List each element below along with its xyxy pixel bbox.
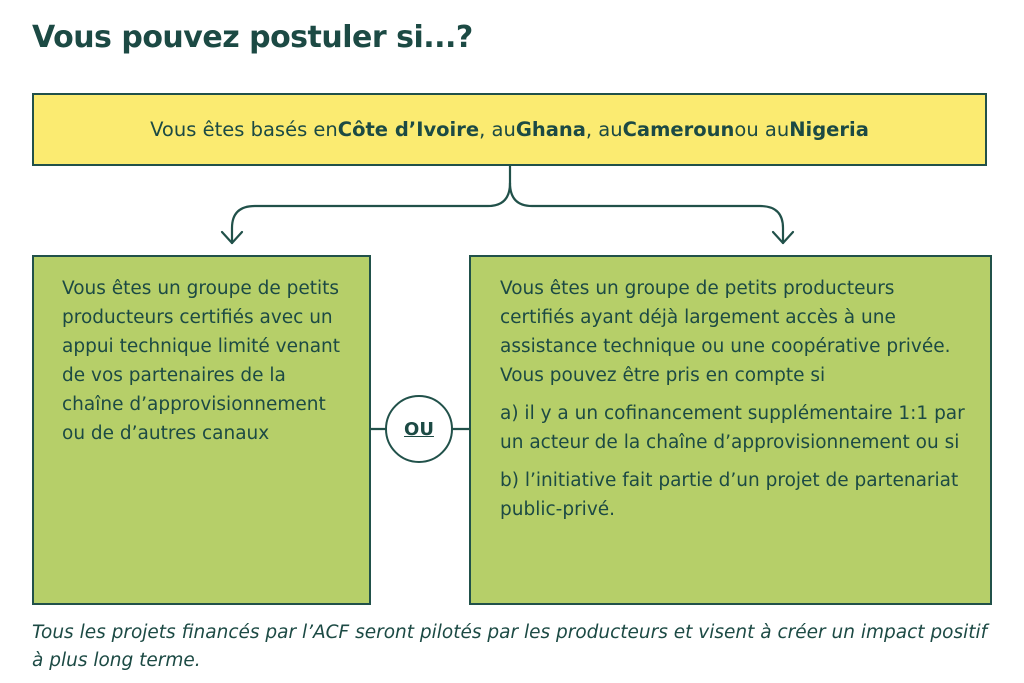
country-cote-divoire: Côte d’Ivoire (337, 118, 480, 141)
or-separator-badge: OU (385, 395, 453, 463)
location-sep-3: ou au (734, 118, 790, 141)
option-limited-support-box (32, 255, 371, 605)
country-cameroun: Cameroun (622, 118, 735, 141)
country-nigeria: Nigeria (789, 118, 869, 141)
country-ghana: Ghana (515, 118, 586, 141)
location-sep-2: , au (585, 118, 623, 141)
condition-a-text: a) il y a un cofinancement supplémentaire 1:1 par un acteur de la chaîne d’approvisionnement ou si (500, 403, 965, 453)
location-sep-1: , au (479, 118, 516, 141)
location-criteria-box (32, 93, 987, 166)
option-broad-support-box (469, 255, 992, 605)
location-prefix: Vous êtes basés en (150, 118, 338, 141)
condition-b-text: b) l’initiative fait partie d’un projet de partenariat public-privé. (500, 470, 959, 520)
branch-right (510, 183, 783, 243)
branch-stem (232, 166, 510, 243)
footnote: Tous les projets financés par l’ACF seront pilotés par les producteurs et visent à créer un impact positif à plus long terme. (32, 622, 988, 671)
arrow-head-right-icon (773, 232, 793, 243)
option-limited-support-text: Vous êtes un groupe de petits producteurs certifiés avec un appui technique limité venant de vos partenaires de la chaîne d’approvisionnement ou de d’autres canaux (62, 278, 341, 444)
page-title: Vous pouvez postuler si...? (32, 20, 473, 55)
arrow-head-left-icon (222, 232, 242, 243)
option-broad-support-intro: Vous êtes un groupe de petits producteurs certifiés ayant déjà largement accès à une assistance technique ou une coopérative privée. Vous pouvez être pris en compte si (500, 278, 951, 386)
